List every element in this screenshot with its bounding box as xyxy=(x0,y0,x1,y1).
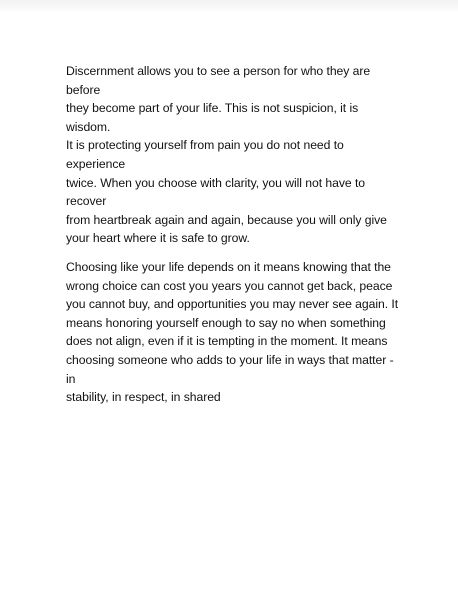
page-top-shadow xyxy=(0,0,458,14)
paragraph-discernment: Discernment allows you to see a person for who they are before they become part of your life. This is not suspicion, it is wisdom. It is protecting yourself from pain you do not need to experience twice. When you choose with clarity, you will not have to recover from heartbreak again and again, because you will only give your heart where it is safe to grow. xyxy=(66,64,387,246)
document-body xyxy=(66,62,400,417)
paragraph-choosing: Choosing like your life depends on it means knowing that the wrong choice can cost you years you cannot get back, peace you cannot buy, and opportunities you may never see again. It means honoring yourself enough to say no when something does not align, even if it is tempting in the moment. It means choosing someone who adds to your life in ways that matter - in stability, in respect, in shared xyxy=(66,259,399,405)
